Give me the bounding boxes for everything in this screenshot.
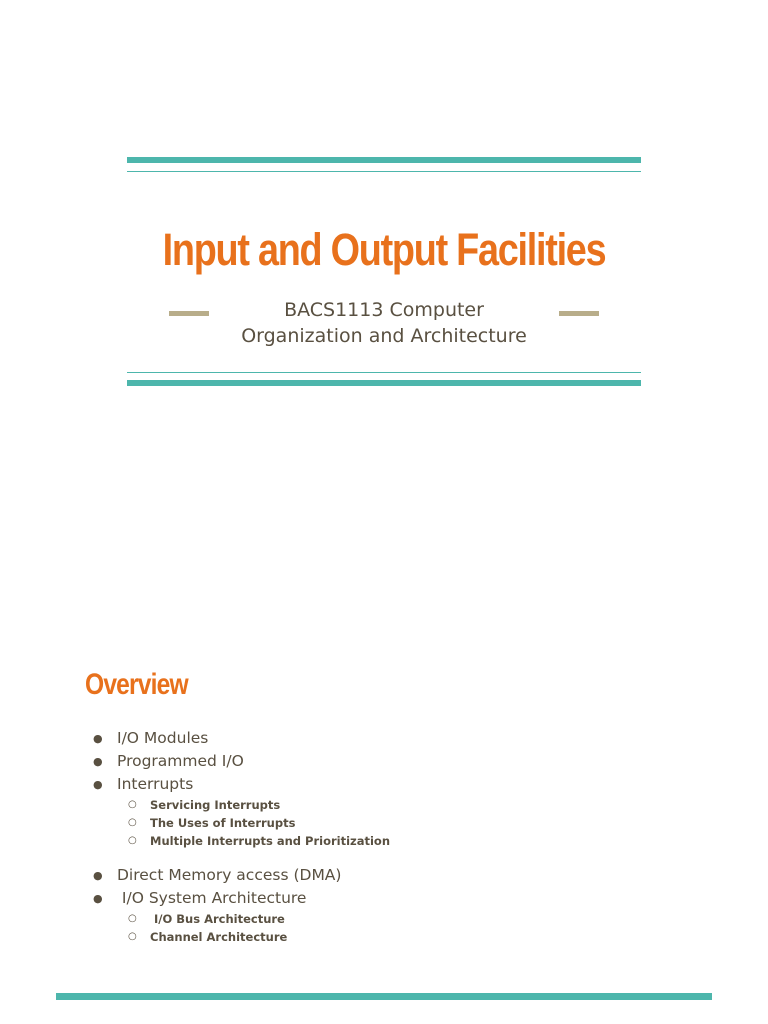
bullet-icon: ● [93,869,103,882]
hollow-bullet-icon: ○ [128,817,137,828]
overview-list [92,727,692,946]
right-dash-ornament [559,311,599,316]
sub-list-item-label: Channel Architecture [150,930,288,944]
group-spacer [117,850,692,864]
sub-list-item [117,814,692,832]
overview-heading: Overview [85,668,188,701]
list-item [92,887,692,946]
hollow-bullet-icon: ○ [128,931,137,942]
bullet-icon: ● [93,778,103,791]
sub-list [117,796,692,850]
sub-list-item-label: I/O Bus Architecture [150,912,285,926]
bottom-thick-rule [127,380,641,386]
list-item-label: I/O System Architecture [117,889,307,907]
list-item-label: I/O Modules [117,729,209,747]
list-item-label: Interrupts [117,775,194,793]
sub-list-item-label: Servicing Interrupts [150,798,281,812]
sub-list-item [117,832,692,850]
list-item [92,773,692,864]
sub-list-item-label: Multiple Interrupts and Prioritization [150,834,391,848]
top-thin-rule [127,171,641,172]
sub-list-item [117,910,692,928]
slide-subtitle [200,297,568,349]
sub-list-item [117,796,692,814]
hollow-bullet-icon: ○ [128,913,137,924]
sub-list-item [117,928,692,946]
list-item [92,864,692,887]
top-thick-rule [127,157,641,163]
list-item-label: Direct Memory access (DMA) [117,866,342,884]
subtitle-line-1: BACS1113 Computer [284,299,484,321]
list-item [92,750,692,773]
bottom-thin-rule [127,372,641,373]
bullet-icon: ● [93,755,103,768]
sub-list [117,910,692,946]
footer-accent-bar [56,993,712,1000]
hollow-bullet-icon: ○ [128,799,137,810]
hollow-bullet-icon: ○ [128,835,137,846]
bullet-icon: ● [93,732,103,745]
subtitle-line-2: Organization and Architecture [241,325,527,347]
list-item-label: Programmed I/O [117,752,244,770]
slide-title: Input and Output Facilities [162,224,606,275]
sub-list-item-label: The Uses of Interrupts [150,816,296,830]
bullet-icon: ● [93,892,103,905]
list-item [92,727,692,750]
